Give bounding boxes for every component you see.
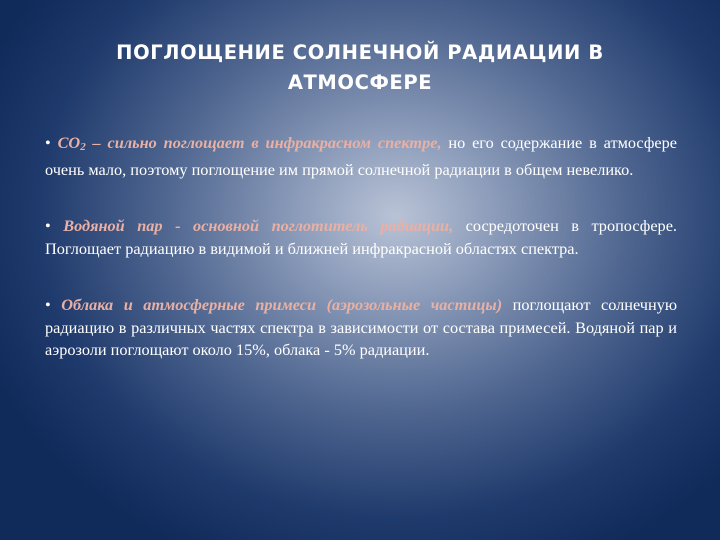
- bullet-co2: [45, 132, 677, 181]
- bullet-marker: •: [45, 133, 51, 152]
- bullet-water-vapor-lead: Водяной пар - основной поглотитель радиации,: [63, 216, 454, 235]
- co2-lead-text: – сильно поглощает в инфракрасном спектре,: [85, 133, 442, 152]
- bullet-marker: •: [45, 295, 51, 314]
- bullet-clouds-aerosols-text: поглощают солнечную радиацию в различных частях спектра в зависимости от состава примесей. Водяной пар и аэрозоли поглощают около 15%, облака - 5% радиации.: [45, 295, 677, 359]
- bullet-water-vapor-text: сосредоточен в тропосфере. Поглощает радиацию в видимой и ближней инфракрасной областях спектра.: [45, 216, 677, 258]
- bullet-clouds-aerosols: [45, 294, 677, 362]
- co2-formula: СО: [57, 133, 81, 152]
- bullet-list: [45, 132, 677, 396]
- bullet-clouds-aerosols-lead: Облака и атмосферные примеси (аэрозольные частицы): [61, 295, 503, 314]
- slide-title-line-1: ПОГЛОЩЕНИЕ СОЛНЕЧНОЙ РАДИАЦИИ В: [116, 41, 604, 64]
- bullet-co2-text: но его содержание в атмосфере очень мало, поэтому поглощение им прямой солнечной радиации в общем невелико.: [45, 133, 677, 179]
- bullet-co2-lead: [58, 133, 442, 152]
- bullet-water-vapor: [45, 215, 677, 260]
- bullet-marker: •: [45, 216, 51, 235]
- slide-title: [40, 38, 680, 98]
- slide-title-line-2: АТМОСФЕРЕ: [287, 71, 433, 94]
- co2-subscript: 2: [80, 141, 86, 153]
